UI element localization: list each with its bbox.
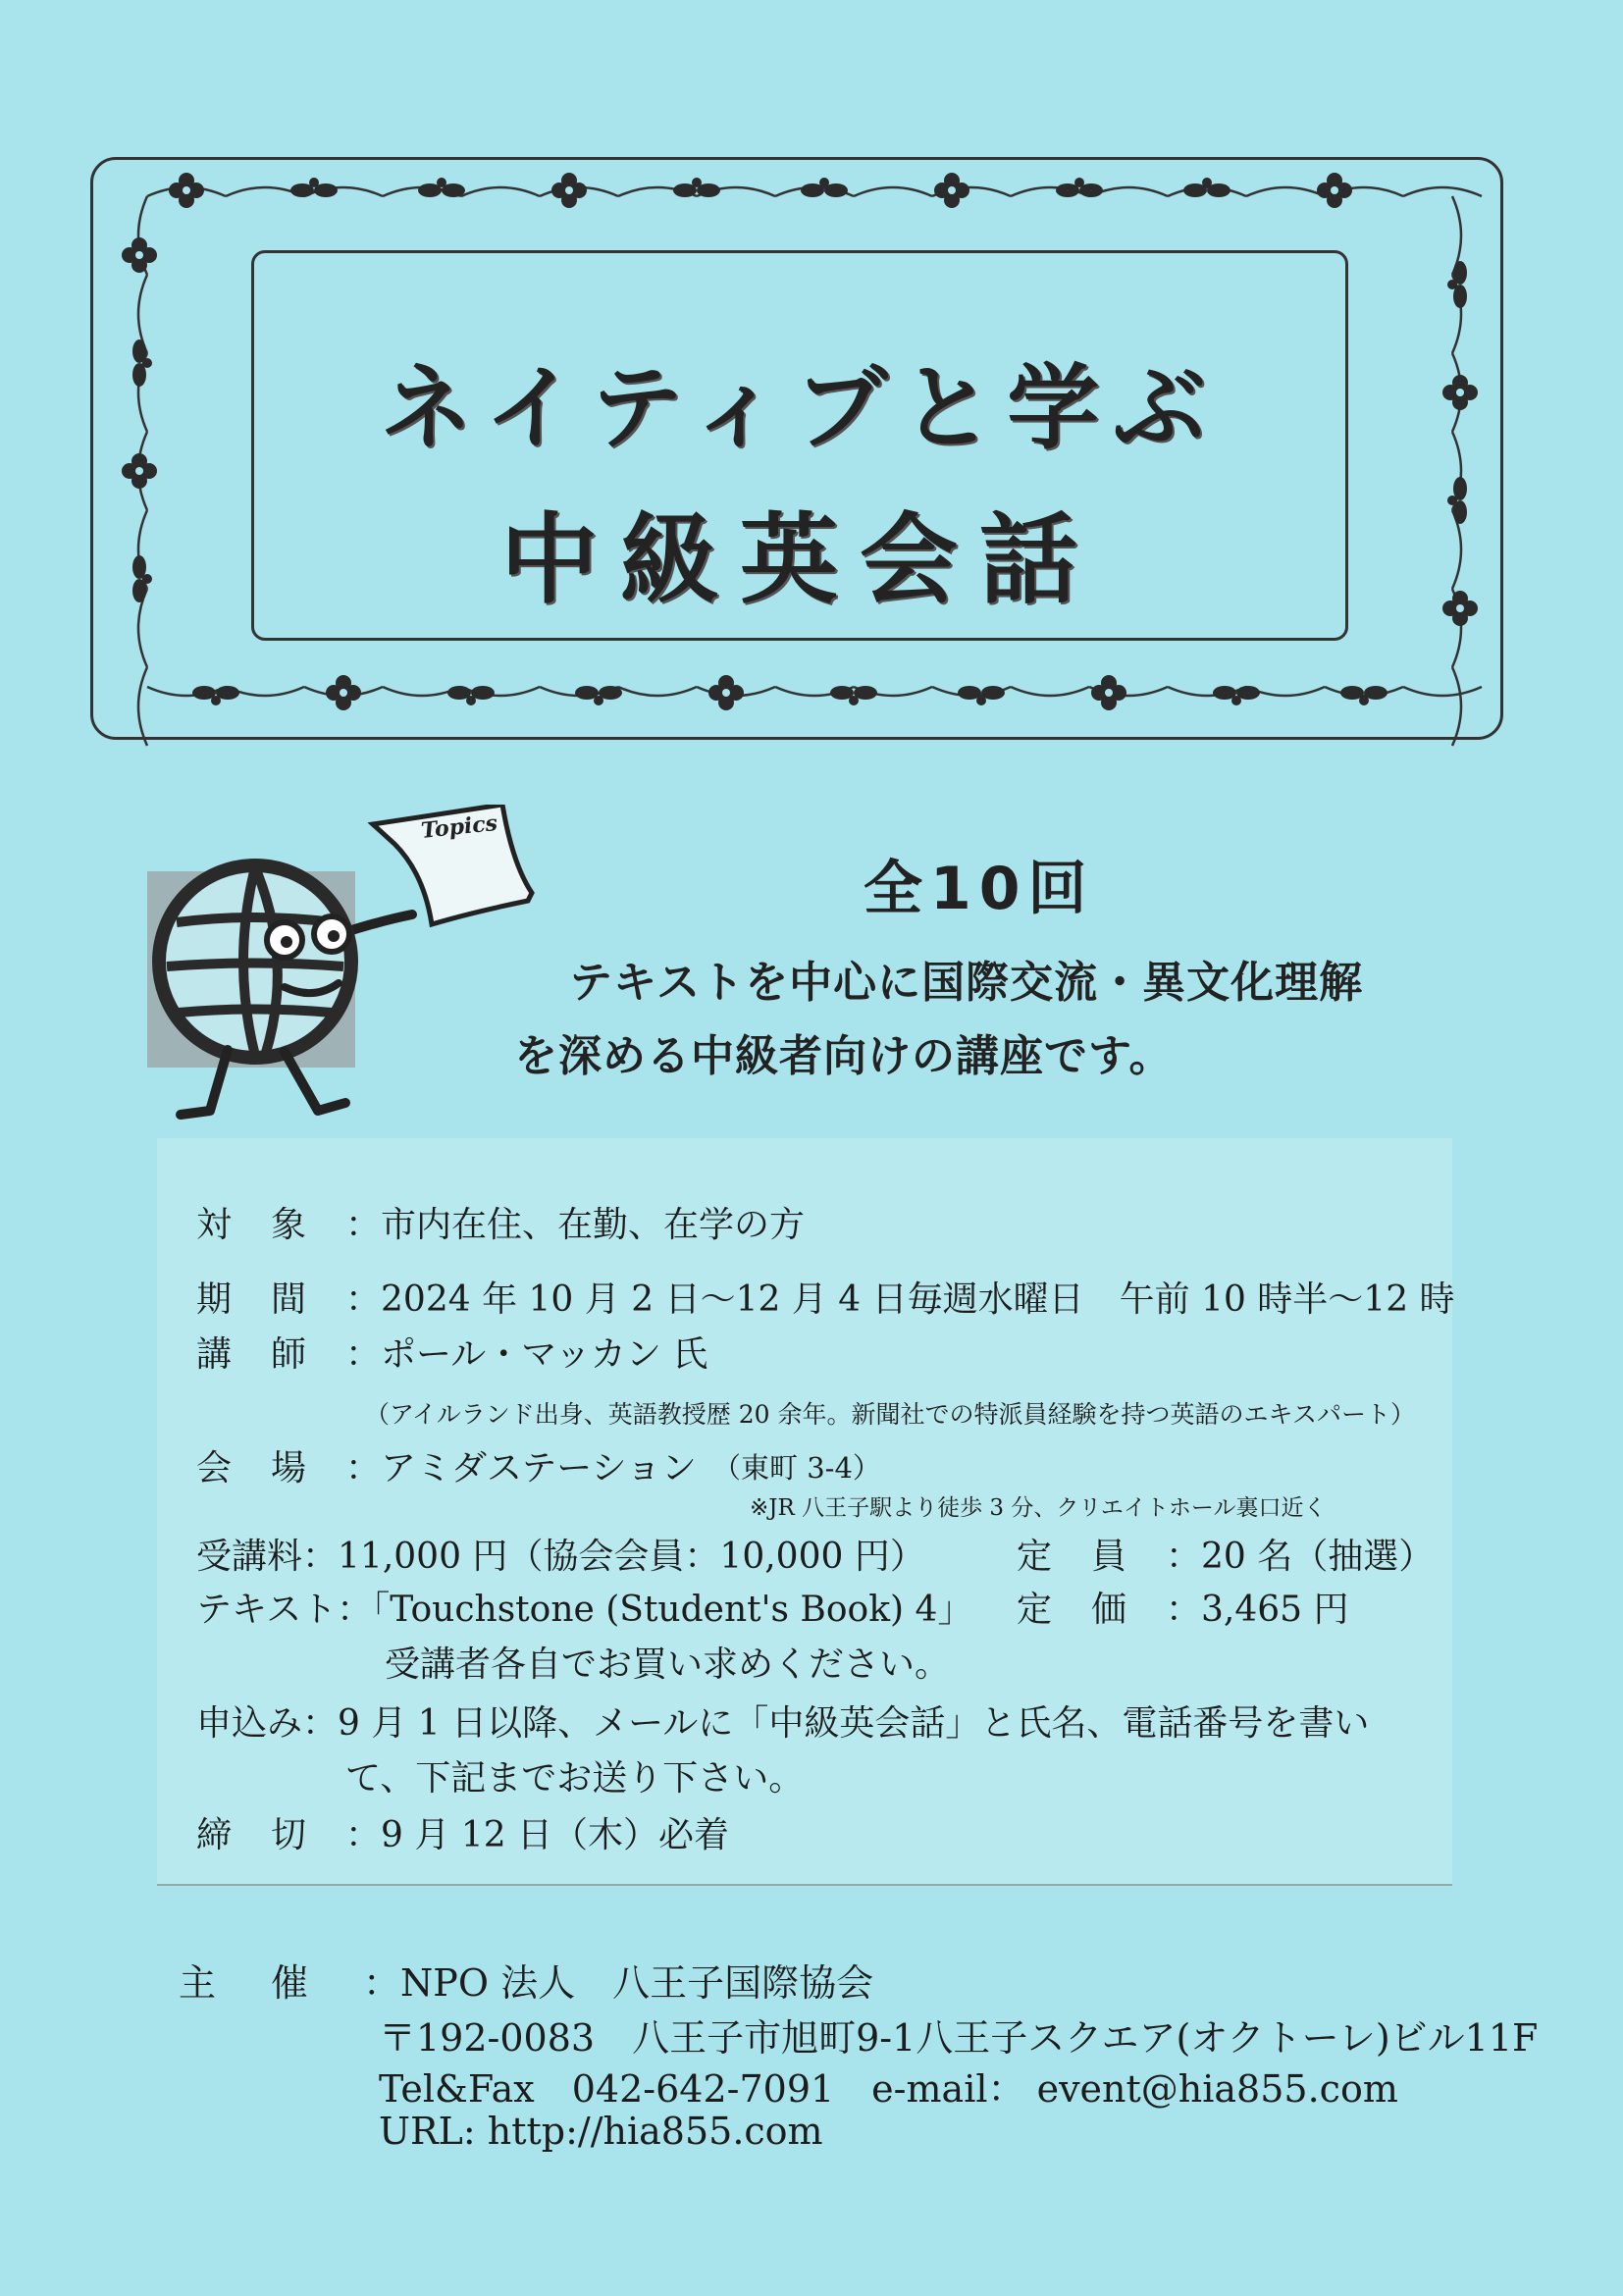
venue-address: （東町 3-4） [712,1451,881,1485]
title-line-2: 中級英会話 [500,502,1099,617]
detail-text [196,1582,972,1632]
organizer-contact: Tel&Fax 042-642-7091 e-mail： event@hia855.com [379,2067,1398,2111]
organizer-name: ：NPO 法人 八王子国際協会 [363,1961,874,2005]
fee-value: ：11,000 円（協会会員：10,000 円） [302,1537,925,1577]
text-note: 受講者各自でお買い求めください。 [385,1644,951,1685]
detail-venue [196,1440,697,1490]
instructor-label: 講師 [196,1334,346,1375]
price-value: ：3,465 円 [1166,1590,1349,1630]
organizer-label: 主催 [179,1961,364,2005]
capacity-value: ：20 名（抽選） [1166,1537,1435,1577]
globe-mascot-illustration [137,805,599,1138]
target-value: ：市内在住、在勤、在学の方 [345,1205,806,1245]
venue-value: ：アミダステーション [345,1448,697,1488]
deadline-value: ：9 月 12 日（木）必着 [345,1815,730,1855]
description-line-1: テキストを中心に国際交流・異文化理解 [569,958,1364,1008]
detail-price [1017,1582,1349,1632]
organizer [179,1953,873,2007]
text-value: ：「Touchstone (Student's Book) 4」 [337,1590,973,1630]
apply-value: ：9 月 1 日以降、メールに「中級英会話」と氏名、電話番号を書い [302,1703,1370,1744]
title-line-1: ネイティブと学ぶ [380,355,1220,462]
apply-continuation: て、下記までお送り下さい。 [345,1758,805,1799]
venue-label: 会場 [196,1448,346,1488]
text-label: テキスト [196,1590,338,1630]
detail-target [196,1197,805,1247]
venue-note: ※JR 八王子駅より徒歩 3 分、クリエイトホール裏口近く [750,1495,1327,1521]
detail-period [196,1272,1455,1322]
organizer-url: URL: http://hia855.com [379,2110,823,2153]
detail-instructor [196,1327,707,1377]
apply-label: 申込み [196,1703,303,1744]
description-line-2: を深める中級者向けの講座です。 [514,1031,1174,1081]
period-value: ：2024 年 10 月 2 日～12 月 4 日毎週水曜日 午前 10 時半～12 時 [345,1279,1455,1320]
topics-sign-label: Topics [419,809,499,844]
instructor-note: （アイルランド出身、英語教授歴 20 余年。新聞社での特派員経験を持つ英語のエキスパート） [365,1400,1415,1429]
period-label: 期間 [196,1279,346,1320]
capacity-label: 定員 [1017,1537,1167,1577]
deadline-label: 締切 [196,1815,346,1855]
session-count: 全10回 [864,855,1095,923]
detail-deadline [196,1807,729,1857]
instructor-value: ：ポール・マッカン 氏 [345,1334,708,1375]
price-label: 定価 [1017,1590,1167,1630]
organizer-address: 〒192-0083 八王子市旭町9-1八王子スクエア(オクトーレ)ビル11F [379,2016,1539,2060]
mascot-arm [345,914,412,932]
target-label: 対象 [196,1205,346,1245]
detail-apply [196,1696,1369,1746]
detail-fee [196,1529,925,1579]
fee-label: 受講料 [196,1537,303,1577]
detail-capacity [1017,1529,1434,1579]
